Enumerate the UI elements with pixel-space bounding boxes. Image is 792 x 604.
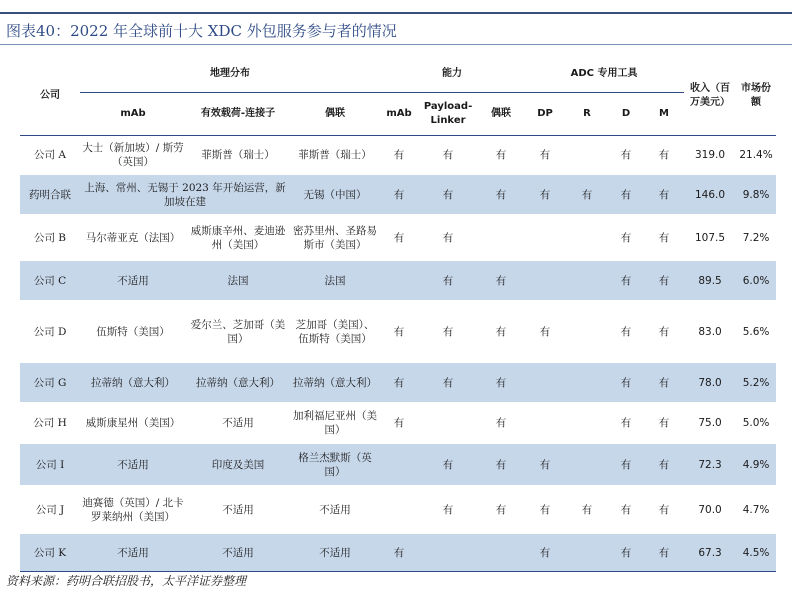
header-adc-group: ADC 专用工具: [524, 56, 684, 93]
cell-geo-payload: 法国: [186, 261, 290, 301]
cell-dp: 有: [524, 486, 566, 534]
cell-cap-payload: 有: [418, 444, 478, 486]
cell-revenue: 319.0: [684, 136, 736, 175]
cell-share: 5.2%: [736, 363, 776, 403]
cell-cap-mab: 有: [380, 215, 418, 261]
cell-cap-payload: 有: [418, 215, 478, 261]
cell-company: 公司 B: [20, 215, 80, 261]
cell-geo-conj: 菲斯普（瑞士）: [290, 136, 380, 175]
cell-m: 有: [644, 363, 684, 403]
cell-r: [566, 215, 608, 261]
cell-d: 有: [608, 403, 644, 444]
cell-geo-conj: 格兰杰默斯（英国）: [290, 444, 380, 486]
cell-revenue: 75.0: [684, 403, 736, 444]
header-cap-payload: Payload-Linker: [418, 93, 478, 136]
cell-company: 公司 I: [20, 444, 80, 486]
cell-geo-mab: 上海、常州、无锡于 2023 年开始运营，新加坡在建: [80, 175, 290, 215]
header-dp: DP: [524, 93, 566, 136]
cell-geo-mab: 威斯康星州（美国）: [80, 403, 186, 444]
cell-geo-payload: 不适用: [186, 534, 290, 572]
cell-dp: [524, 215, 566, 261]
table-row: [20, 175, 776, 215]
cell-cap-payload: [418, 534, 478, 572]
cell-revenue: 70.0: [684, 486, 736, 534]
table-body: [20, 136, 776, 572]
cell-revenue: 83.0: [684, 301, 736, 363]
cell-cap-conj: 有: [478, 136, 524, 175]
cell-cap-payload: 有: [418, 363, 478, 403]
header-geo-mab: mAb: [80, 93, 186, 136]
cell-company: 公司 A: [20, 136, 80, 175]
cell-geo-mab: 迪赛德（英国）/ 北卡罗莱纳州（美国）: [80, 486, 186, 534]
cell-cap-conj: [478, 215, 524, 261]
cell-cap-payload: 有: [418, 301, 478, 363]
cell-share: 5.0%: [736, 403, 776, 444]
cell-m: 有: [644, 301, 684, 363]
header-geo-payload: 有效载荷-连接子: [186, 93, 290, 136]
header-m: M: [644, 93, 684, 136]
xdc-table: [20, 56, 776, 572]
cell-m: 有: [644, 136, 684, 175]
cell-geo-mab: 大士（新加坡）/ 斯劳（英国）: [80, 136, 186, 175]
table-row: [20, 486, 776, 534]
cell-revenue: 67.3: [684, 534, 736, 572]
cell-cap-mab: [380, 444, 418, 486]
cell-geo-payload: 不适用: [186, 403, 290, 444]
header-company: 公司: [20, 56, 80, 136]
cell-company: 公司 D: [20, 301, 80, 363]
source-note: 资料来源：药明合联招股书，太平洋证券整理: [6, 574, 247, 588]
cell-cap-conj: 有: [478, 261, 524, 301]
cell-cap-payload: 有: [418, 486, 478, 534]
cell-geo-conj: 芝加哥（美国）、伍斯特（美国）: [290, 301, 380, 363]
table-row: [20, 534, 776, 572]
cell-share: 7.2%: [736, 215, 776, 261]
cell-dp: 有: [524, 136, 566, 175]
cell-share: 9.8%: [736, 175, 776, 215]
cell-geo-mab: 不适用: [80, 444, 186, 486]
table-row: [20, 136, 776, 175]
cell-cap-mab: 有: [380, 301, 418, 363]
cell-m: 有: [644, 261, 684, 301]
cell-cap-conj: 有: [478, 444, 524, 486]
cell-r: [566, 444, 608, 486]
cell-company: 公司 J: [20, 486, 80, 534]
cell-geo-conj: 不适用: [290, 534, 380, 572]
cell-share: 4.5%: [736, 534, 776, 572]
cell-geo-mab: 马尔蒂亚克（法国）: [80, 215, 186, 261]
table-row: [20, 444, 776, 486]
cell-geo-payload: 菲斯普（瑞士）: [186, 136, 290, 175]
cell-geo-mab: 不适用: [80, 261, 186, 301]
chart-title: 图表40：2022 年全球前十大 XDC 外包服务参与者的情况: [6, 22, 397, 40]
cell-r: 有: [566, 175, 608, 215]
cell-share: 4.9%: [736, 444, 776, 486]
cell-cap-conj: [478, 534, 524, 572]
cell-r: [566, 403, 608, 444]
cell-r: [566, 261, 608, 301]
cell-geo-conj: 无锡（中国）: [290, 175, 380, 215]
cell-d: 有: [608, 363, 644, 403]
cell-cap-conj: 有: [478, 403, 524, 444]
cell-geo-conj: 加利福尼亚州（美国）: [290, 403, 380, 444]
cell-cap-conj: 有: [478, 301, 524, 363]
header-revenue: 收入（百万美元）: [684, 56, 736, 136]
table-row: [20, 261, 776, 301]
cell-geo-conj: 拉蒂纳（意大利）: [290, 363, 380, 403]
header-share: 市场份额: [736, 56, 776, 136]
cell-geo-payload: 印度及美国: [186, 444, 290, 486]
cell-geo-payload: 不适用: [186, 486, 290, 534]
cell-m: 有: [644, 534, 684, 572]
cell-company: 公司 C: [20, 261, 80, 301]
header-r: R: [566, 93, 608, 136]
cell-d: 有: [608, 175, 644, 215]
cell-geo-mab: 拉蒂纳（意大利）: [80, 363, 186, 403]
top-rule: [0, 12, 792, 14]
cell-m: 有: [644, 215, 684, 261]
cell-company: 公司 K: [20, 534, 80, 572]
cell-geo-mab: 不适用: [80, 534, 186, 572]
cell-r: [566, 363, 608, 403]
cell-r: [566, 534, 608, 572]
cell-d: 有: [608, 136, 644, 175]
cell-m: 有: [644, 403, 684, 444]
cell-cap-mab: [380, 486, 418, 534]
header-geo-conj: 偶联: [290, 93, 380, 136]
cell-r: [566, 136, 608, 175]
header-cap-conj: 偶联: [478, 93, 524, 136]
cell-r: 有: [566, 486, 608, 534]
cell-d: 有: [608, 261, 644, 301]
cell-dp: [524, 403, 566, 444]
cell-dp: 有: [524, 534, 566, 572]
cell-dp: [524, 363, 566, 403]
cell-d: 有: [608, 301, 644, 363]
cell-revenue: 89.5: [684, 261, 736, 301]
cell-share: 4.7%: [736, 486, 776, 534]
cell-d: 有: [608, 444, 644, 486]
cell-cap-conj: 有: [478, 486, 524, 534]
table-row: [20, 403, 776, 444]
cell-geo-mab: 伍斯特（美国）: [80, 301, 186, 363]
cell-cap-mab: [380, 261, 418, 301]
cell-geo-payload: 拉蒂纳（意大利）: [186, 363, 290, 403]
header-ability-group: 能力: [380, 56, 524, 93]
cell-dp: 有: [524, 175, 566, 215]
cell-geo-payload: 爱尔兰、芝加哥（美国）: [186, 301, 290, 363]
cell-geo-conj: 不适用: [290, 486, 380, 534]
cell-cap-mab: 有: [380, 175, 418, 215]
cell-m: 有: [644, 444, 684, 486]
cell-cap-mab: 有: [380, 136, 418, 175]
cell-cap-mab: 有: [380, 534, 418, 572]
table-row: [20, 363, 776, 403]
cell-dp: 有: [524, 444, 566, 486]
cell-geo-payload: 威斯康辛州、麦迪逊州（美国）: [186, 215, 290, 261]
table-row: [20, 301, 776, 363]
cell-d: 有: [608, 486, 644, 534]
header-geo-group: 地理分布: [80, 56, 380, 93]
cell-cap-conj: 有: [478, 363, 524, 403]
cell-cap-payload: [418, 403, 478, 444]
cell-dp: 有: [524, 301, 566, 363]
cell-cap-conj: 有: [478, 175, 524, 215]
cell-d: 有: [608, 534, 644, 572]
cell-revenue: 107.5: [684, 215, 736, 261]
title-rule: [0, 44, 792, 45]
cell-revenue: 72.3: [684, 444, 736, 486]
cell-d: 有: [608, 215, 644, 261]
cell-m: 有: [644, 175, 684, 215]
cell-revenue: 146.0: [684, 175, 736, 215]
cell-cap-mab: 有: [380, 363, 418, 403]
cell-share: 5.6%: [736, 301, 776, 363]
cell-geo-conj: 密苏里州、圣路易斯市（美国）: [290, 215, 380, 261]
cell-company: 公司 H: [20, 403, 80, 444]
cell-company: 药明合联: [20, 175, 80, 215]
cell-dp: [524, 261, 566, 301]
header-d: D: [608, 93, 644, 136]
cell-company: 公司 G: [20, 363, 80, 403]
cell-cap-payload: 有: [418, 136, 478, 175]
cell-cap-payload: 有: [418, 175, 478, 215]
cell-m: 有: [644, 486, 684, 534]
table-row: [20, 215, 776, 261]
cell-share: 6.0%: [736, 261, 776, 301]
cell-revenue: 78.0: [684, 363, 736, 403]
cell-cap-mab: 有: [380, 403, 418, 444]
cell-share: 21.4%: [736, 136, 776, 175]
cell-cap-payload: 有: [418, 261, 478, 301]
header-cap-mab: mAb: [380, 93, 418, 136]
cell-geo-conj: 法国: [290, 261, 380, 301]
cell-r: [566, 301, 608, 363]
